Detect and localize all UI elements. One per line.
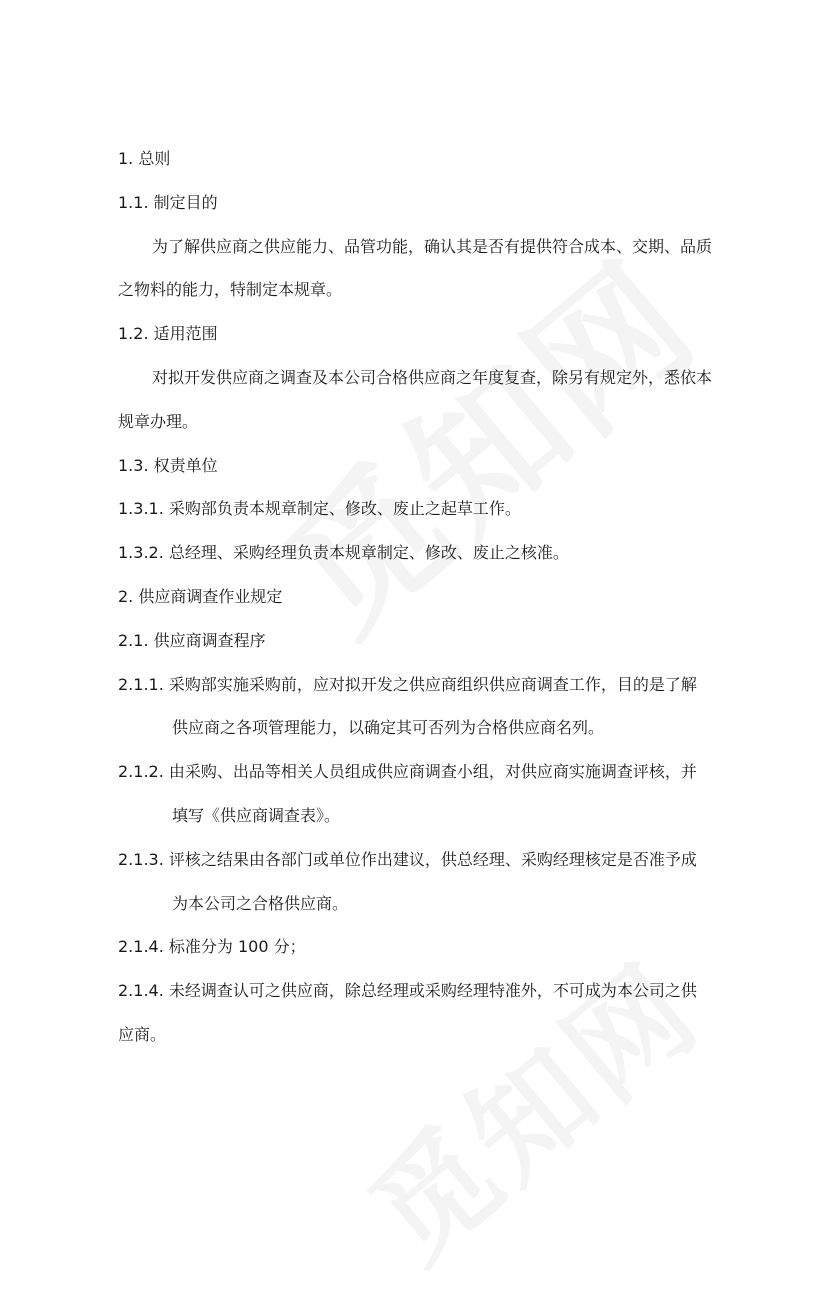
section-number: 1.3. — [118, 455, 149, 475]
clause-number: 2.1.3. — [118, 849, 164, 869]
subsection-heading — [118, 181, 748, 225]
section-number: 1. — [118, 149, 134, 168]
section-title: 制定目的 — [153, 192, 218, 212]
clause — [118, 969, 748, 1013]
section-title: 适用范围 — [153, 324, 218, 344]
subsection-heading — [118, 619, 748, 663]
section-number: 1.1. — [118, 192, 149, 212]
clause — [118, 663, 748, 707]
paragraph-line: 规章办理。 — [118, 411, 199, 431]
clause-text: 由采购、出品等相关人员组成供应商调查小组，对供应商实施调查评核，并 — [168, 762, 697, 782]
clause — [118, 750, 748, 794]
section-number: 2. — [118, 586, 134, 606]
clause-number: 2.1.4. — [118, 981, 164, 1001]
clause — [118, 531, 748, 575]
clause-number: 2.1.4. — [118, 937, 164, 957]
subsection-heading — [118, 312, 748, 356]
paragraph-line: 对拟开发供应商之调查及本公司合格供应商之年度复查，除另有规定外，悉依本 — [152, 367, 713, 387]
clause-number: 1.3.2. — [118, 543, 164, 563]
clause-continuation: 供应商之各项管理能力，以确定其可否列为合格供应商名列。 — [172, 718, 605, 738]
clause-number: 1.3.1. — [118, 499, 164, 519]
clause-number: 2.1.1. — [118, 674, 164, 694]
section-title: 总则 — [138, 149, 171, 168]
clause-text: 采购部实施采购前，应对拟开发之供应商组织供应商调查工作，目的是了解 — [168, 674, 697, 694]
clause-text: 未经调查认可之供应商，除总经理或采购经理特准外，不可成为本公司之供 — [168, 981, 697, 1001]
clause-continuation: 应商。 — [118, 1024, 167, 1044]
document-body — [118, 137, 748, 1057]
subsection-heading — [118, 444, 748, 488]
clause-continuation: 为本公司之合格供应商。 — [172, 893, 349, 913]
clause-number: 2.1.2. — [118, 762, 164, 782]
section-heading — [118, 137, 748, 181]
clause — [118, 487, 748, 531]
clause — [118, 838, 748, 882]
clause — [118, 925, 748, 969]
section-number: 2.1. — [118, 630, 149, 650]
clause-continuation: 填写《供应商调查表》。 — [172, 805, 341, 825]
section-number: 1.2. — [118, 324, 149, 344]
clause-text: 总经理、采购经理负责本规章制定、修改、废止之核准。 — [168, 543, 569, 563]
section-title: 供应商调查作业规定 — [138, 586, 283, 606]
section-heading — [118, 575, 748, 619]
clause-text: 评核之结果由各部门或单位作出建议，供总经理、采购经理核定是否准予成 — [168, 849, 697, 869]
clause-text: 标准分为 100 分； — [168, 937, 306, 957]
clause-text: 采购部负责本规章制定、修改、废止之起草工作。 — [168, 499, 521, 519]
paragraph-line: 为了解供应商之供应能力、品管功能，确认其是否有提供符合成本、交期、品质 — [152, 236, 713, 256]
section-title: 权责单位 — [153, 455, 218, 475]
paragraph-line: 之物料的能力，特制定本规章。 — [118, 280, 343, 300]
section-title: 供应商调查程序 — [153, 630, 266, 650]
